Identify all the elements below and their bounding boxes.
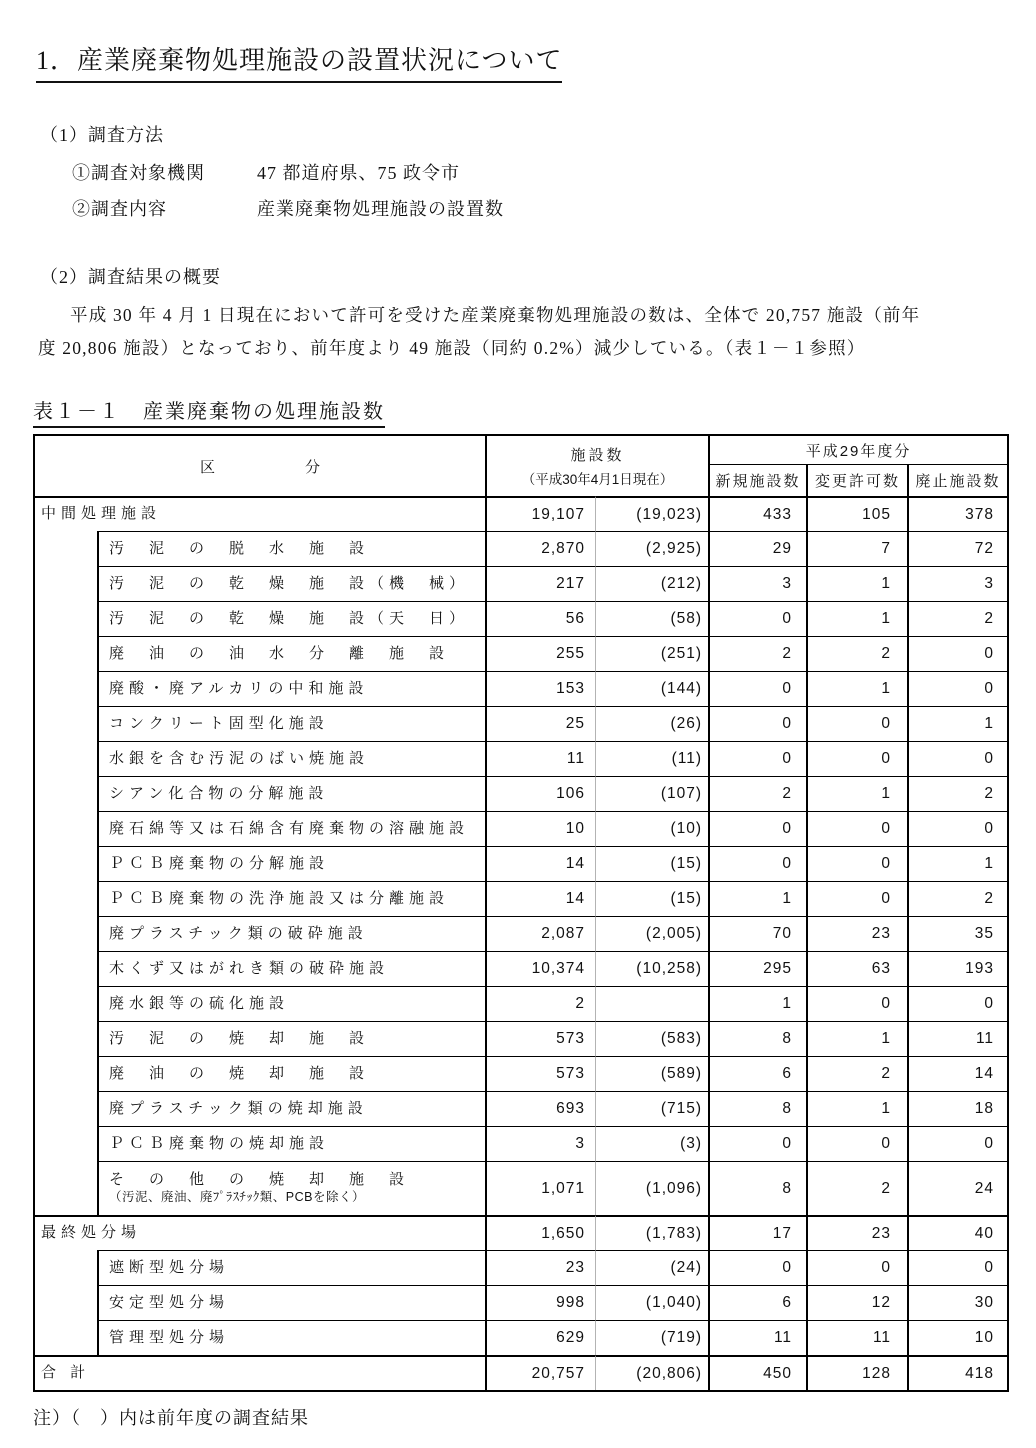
facility-count-cell: 573 <box>485 1056 595 1091</box>
new-facilities-cell: 0 <box>708 671 806 706</box>
abolished-facilities-cell: 0 <box>907 986 1007 1021</box>
header-abolished-facilities: 廃止施設数 <box>907 464 1007 496</box>
table-row <box>35 951 1007 986</box>
previous-year-count-cell: (24) <box>595 1250 708 1285</box>
previous-year-count-cell: (3) <box>595 1126 708 1161</box>
table-row <box>35 1091 1007 1126</box>
category-cell: 汚 泥 の 乾 燥 施 設（天 日） <box>97 601 485 636</box>
change-permits-cell: 0 <box>806 706 907 741</box>
new-facilities-cell: 0 <box>708 846 806 881</box>
new-facilities-cell: 433 <box>708 496 806 531</box>
section-results-summary <box>33 263 1003 365</box>
facility-count-cell: 23 <box>485 1250 595 1285</box>
facility-count-cell: 14 <box>485 846 595 881</box>
table-row <box>35 601 1007 636</box>
section-heading-results-summary: （2）調査結果の概要 <box>40 267 221 287</box>
abolished-facilities-cell: 72 <box>907 531 1007 566</box>
category-cell: 木くず又はがれき類の破砕施設 <box>97 951 485 986</box>
abolished-facilities-cell: 0 <box>907 1126 1007 1161</box>
category-cell: 廃 油 の 油 水 分 離 施 設 <box>97 636 485 671</box>
previous-year-count-cell: (251) <box>595 636 708 671</box>
new-facilities-cell: 17 <box>708 1215 806 1250</box>
previous-year-count-cell: (583) <box>595 1021 708 1056</box>
section-heading-survey-method: （1）調査方法 <box>40 125 164 145</box>
survey-method-items <box>72 159 1003 221</box>
abolished-facilities-cell: 0 <box>907 811 1007 846</box>
new-facilities-cell: 295 <box>708 951 806 986</box>
facility-count-cell: 25 <box>485 706 595 741</box>
table-caption: 表１－１ 産業廃棄物の処理施設数 <box>33 395 385 428</box>
category-cell: 水銀を含む汚泥のばい焼施設 <box>97 741 485 776</box>
change-permits-cell: 1 <box>806 671 907 706</box>
header-change-permits: 変更許可数 <box>806 464 907 496</box>
change-permits-cell: 63 <box>806 951 907 986</box>
table-row <box>35 741 1007 776</box>
header-new-facilities: 新規施設数 <box>708 464 806 496</box>
abolished-facilities-cell: 10 <box>907 1320 1007 1355</box>
change-permits-cell: 0 <box>806 741 907 776</box>
table-row <box>35 1021 1007 1056</box>
category-cell: 安定型処分場 <box>97 1285 485 1320</box>
survey-item-content <box>72 195 1003 221</box>
group-indent-cell <box>35 1250 97 1355</box>
abolished-facilities-cell: 11 <box>907 1021 1007 1056</box>
header-facility-count-line1: 施設数 <box>570 447 625 464</box>
category-cell: 汚 泥 の 脱 水 施 設 <box>97 531 485 566</box>
table-row <box>35 1056 1007 1091</box>
table-row <box>35 1355 1007 1390</box>
category-cell: 廃プラスチック類の焼却施設 <box>97 1091 485 1126</box>
change-permits-cell: 2 <box>806 1161 907 1215</box>
change-permits-cell: 128 <box>806 1355 907 1390</box>
new-facilities-cell: 2 <box>708 636 806 671</box>
table-row <box>35 566 1007 601</box>
new-facilities-cell: 8 <box>708 1021 806 1056</box>
abolished-facilities-cell: 14 <box>907 1056 1007 1091</box>
abolished-facilities-cell: 0 <box>907 1250 1007 1285</box>
category-cell: シアン化合物の分解施設 <box>97 776 485 811</box>
table-row <box>35 811 1007 846</box>
abolished-facilities-cell: 35 <box>907 916 1007 951</box>
table-row <box>35 776 1007 811</box>
facility-count-cell: 2,087 <box>485 916 595 951</box>
previous-year-count-cell: (1,040) <box>595 1285 708 1320</box>
survey-item-target-orgs <box>72 159 1003 185</box>
change-permits-cell: 12 <box>806 1285 907 1320</box>
new-facilities-cell: 2 <box>708 776 806 811</box>
new-facilities-cell: 8 <box>708 1161 806 1215</box>
category-cell: 合 計 <box>35 1355 485 1390</box>
facility-count-cell: 217 <box>485 566 595 601</box>
category-cell: 汚 泥 の 乾 燥 施 設（機 械） <box>97 566 485 601</box>
survey-item-value: 47 都道府県、75 政令市 <box>257 163 460 183</box>
section-survey-method <box>33 121 1003 221</box>
previous-year-count-cell: (15) <box>595 881 708 916</box>
table-header-row-1 <box>35 436 1007 464</box>
change-permits-cell: 2 <box>806 1056 907 1091</box>
facility-count-cell: 14 <box>485 881 595 916</box>
abolished-facilities-cell: 3 <box>907 566 1007 601</box>
table-row <box>35 1161 1007 1215</box>
new-facilities-cell: 0 <box>708 811 806 846</box>
abolished-facilities-cell: 418 <box>907 1355 1007 1390</box>
facility-count-cell: 10,374 <box>485 951 595 986</box>
header-facility-count-line2: （平成30年4月1日現在） <box>521 472 674 487</box>
paragraph-line-1: 平成 30 年 4 月 1 日現在において許可を受けた産業廃棄物処理施設の数は、全体で 20,757 施設（前年 <box>70 305 921 325</box>
table-row <box>35 881 1007 916</box>
change-permits-cell: 0 <box>806 986 907 1021</box>
table-row <box>35 1126 1007 1161</box>
abolished-facilities-cell: 24 <box>907 1161 1007 1215</box>
category-cell: ＰＣＢ廃棄物の分解施設 <box>97 846 485 881</box>
new-facilities-cell: 8 <box>708 1091 806 1126</box>
previous-year-count-cell: (10) <box>595 811 708 846</box>
previous-year-count-cell: (715) <box>595 1091 708 1126</box>
table-caption-row <box>33 395 1003 428</box>
table-note: 注）（ ）内は前年度の調査結果 <box>33 1408 309 1428</box>
new-facilities-cell: 0 <box>708 1250 806 1285</box>
table-row <box>35 1250 1007 1285</box>
new-facilities-cell: 1 <box>708 986 806 1021</box>
facility-count-cell: 629 <box>485 1320 595 1355</box>
facility-count-cell: 153 <box>485 671 595 706</box>
facility-count-cell: 11 <box>485 741 595 776</box>
change-permits-cell: 1 <box>806 1021 907 1056</box>
abolished-facilities-cell: 40 <box>907 1215 1007 1250</box>
new-facilities-cell: 1 <box>708 881 806 916</box>
abolished-facilities-cell: 193 <box>907 951 1007 986</box>
previous-year-count-cell: (19,023) <box>595 496 708 531</box>
new-facilities-cell: 6 <box>708 1056 806 1091</box>
header-fy29-group: 平成29年度分 <box>708 436 1007 464</box>
table-row <box>35 671 1007 706</box>
abolished-facilities-cell: 2 <box>907 776 1007 811</box>
category-cell: 中間処理施設 <box>35 496 485 531</box>
abolished-facilities-cell: 0 <box>907 741 1007 776</box>
abolished-facilities-cell: 18 <box>907 1091 1007 1126</box>
previous-year-count-cell: (107) <box>595 776 708 811</box>
abolished-facilities-cell: 2 <box>907 881 1007 916</box>
facility-count-cell: 3 <box>485 1126 595 1161</box>
change-permits-cell: 23 <box>806 1215 907 1250</box>
new-facilities-cell: 3 <box>708 566 806 601</box>
change-permits-cell: 1 <box>806 776 907 811</box>
table-row <box>35 916 1007 951</box>
table-row <box>35 986 1007 1021</box>
new-facilities-cell: 29 <box>708 531 806 566</box>
table-row <box>35 706 1007 741</box>
header-category: 区 分 <box>200 458 321 476</box>
change-permits-cell: 1 <box>806 601 907 636</box>
facility-count-cell: 255 <box>485 636 595 671</box>
category-cell: ＰＣＢ廃棄物の焼却施設 <box>97 1126 485 1161</box>
change-permits-cell: 0 <box>806 846 907 881</box>
change-permits-cell: 23 <box>806 916 907 951</box>
survey-item-value: 産業廃棄物処理施設の設置数 <box>257 199 504 219</box>
category-cell: 廃 油 の 焼 却 施 設 <box>97 1056 485 1091</box>
change-permits-cell: 1 <box>806 1091 907 1126</box>
new-facilities-cell: 0 <box>708 706 806 741</box>
abolished-facilities-cell: 1 <box>907 846 1007 881</box>
table-row <box>35 636 1007 671</box>
facility-count-cell: 1,650 <box>485 1215 595 1250</box>
table-header <box>35 436 1007 496</box>
change-permits-cell: 0 <box>806 1126 907 1161</box>
abolished-facilities-cell: 30 <box>907 1285 1007 1320</box>
facility-count-cell: 1,071 <box>485 1161 595 1215</box>
category-cell: 廃酸・廃アルカリの中和施設 <box>97 671 485 706</box>
category-cell: 廃プラスチック類の破砕施設 <box>97 916 485 951</box>
survey-item-label: ②調査内容 <box>72 199 167 219</box>
new-facilities-cell: 0 <box>708 1126 806 1161</box>
previous-year-count-cell: (719) <box>595 1320 708 1355</box>
facility-count-cell: 2 <box>485 986 595 1021</box>
table-body <box>35 496 1007 1390</box>
previous-year-count-cell: (144) <box>595 671 708 706</box>
previous-year-count-cell: (26) <box>595 706 708 741</box>
new-facilities-cell: 450 <box>708 1355 806 1390</box>
change-permits-cell: 7 <box>806 531 907 566</box>
facility-count-cell: 56 <box>485 601 595 636</box>
previous-year-count-cell: (1,783) <box>595 1215 708 1250</box>
abolished-facilities-cell: 0 <box>907 636 1007 671</box>
new-facilities-cell: 11 <box>708 1320 806 1355</box>
category-cell: 汚 泥 の 焼 却 施 設 <box>97 1021 485 1056</box>
change-permits-cell: 0 <box>806 811 907 846</box>
category-label: そ の 他 の 焼 却 施 設 <box>109 1171 410 1189</box>
group-indent-cell <box>35 531 97 1215</box>
header-facility-count <box>485 436 708 496</box>
category-cell <box>97 1161 485 1215</box>
table-row <box>35 1215 1007 1250</box>
previous-year-count-cell: (2,925) <box>595 531 708 566</box>
new-facilities-cell: 0 <box>708 601 806 636</box>
facility-count-cell: 106 <box>485 776 595 811</box>
previous-year-count-cell: (11) <box>595 741 708 776</box>
previous-year-count-cell: (10,258) <box>595 951 708 986</box>
previous-year-count-cell: (2,005) <box>595 916 708 951</box>
change-permits-cell: 11 <box>806 1320 907 1355</box>
page-title: 1．産業廃棄物処理施設の設置状況について <box>36 40 562 83</box>
category-sublabel: （汚泥、廃油、廃ﾌﾟﾗｽﾁｯｸ類、PCBを除く） <box>109 1190 365 1205</box>
table-row <box>35 531 1007 566</box>
category-cell: コンクリート固型化施設 <box>97 706 485 741</box>
new-facilities-cell: 6 <box>708 1285 806 1320</box>
table-row <box>35 1285 1007 1320</box>
abolished-facilities-cell: 378 <box>907 496 1007 531</box>
change-permits-cell: 0 <box>806 1250 907 1285</box>
table-row <box>35 496 1007 531</box>
change-permits-cell: 1 <box>806 566 907 601</box>
previous-year-count-cell <box>595 986 708 1021</box>
category-cell: 管理型処分場 <box>97 1320 485 1355</box>
abolished-facilities-cell: 0 <box>907 671 1007 706</box>
facility-count-cell: 10 <box>485 811 595 846</box>
change-permits-cell: 2 <box>806 636 907 671</box>
table-row <box>35 846 1007 881</box>
previous-year-count-cell: (58) <box>595 601 708 636</box>
survey-item-label: ①調査対象機関 <box>72 163 205 183</box>
results-paragraph <box>33 299 1003 365</box>
change-permits-cell: 105 <box>806 496 907 531</box>
category-cell: 遮断型処分場 <box>97 1250 485 1285</box>
facility-count-cell: 19,107 <box>485 496 595 531</box>
category-cell: 廃水銀等の硫化施設 <box>97 986 485 1021</box>
facility-count-cell: 2,870 <box>485 531 595 566</box>
new-facilities-cell: 70 <box>708 916 806 951</box>
facility-count-cell: 693 <box>485 1091 595 1126</box>
category-cell: 廃石綿等又は石綿含有廃棄物の溶融施設 <box>97 811 485 846</box>
change-permits-cell: 0 <box>806 881 907 916</box>
previous-year-count-cell: (589) <box>595 1056 708 1091</box>
facility-count-cell: 573 <box>485 1021 595 1056</box>
previous-year-count-cell: (20,806) <box>595 1355 708 1390</box>
abolished-facilities-cell: 2 <box>907 601 1007 636</box>
facilities-table <box>33 434 1009 1392</box>
facility-count-cell: 20,757 <box>485 1355 595 1390</box>
category-cell: 最終処分場 <box>35 1215 485 1250</box>
previous-year-count-cell: (212) <box>595 566 708 601</box>
facility-count-cell: 998 <box>485 1285 595 1320</box>
abolished-facilities-cell: 1 <box>907 706 1007 741</box>
new-facilities-cell: 0 <box>708 741 806 776</box>
previous-year-count-cell: (15) <box>595 846 708 881</box>
paragraph-line-2: 度 20,806 施設）となっており、前年度より 49 施設（同約 0.2%）減少している。（表１－１参照） <box>38 338 866 358</box>
previous-year-count-cell: (1,096) <box>595 1161 708 1215</box>
category-cell: ＰＣＢ廃棄物の洗浄施設又は分離施設 <box>97 881 485 916</box>
table-row <box>35 1320 1007 1355</box>
